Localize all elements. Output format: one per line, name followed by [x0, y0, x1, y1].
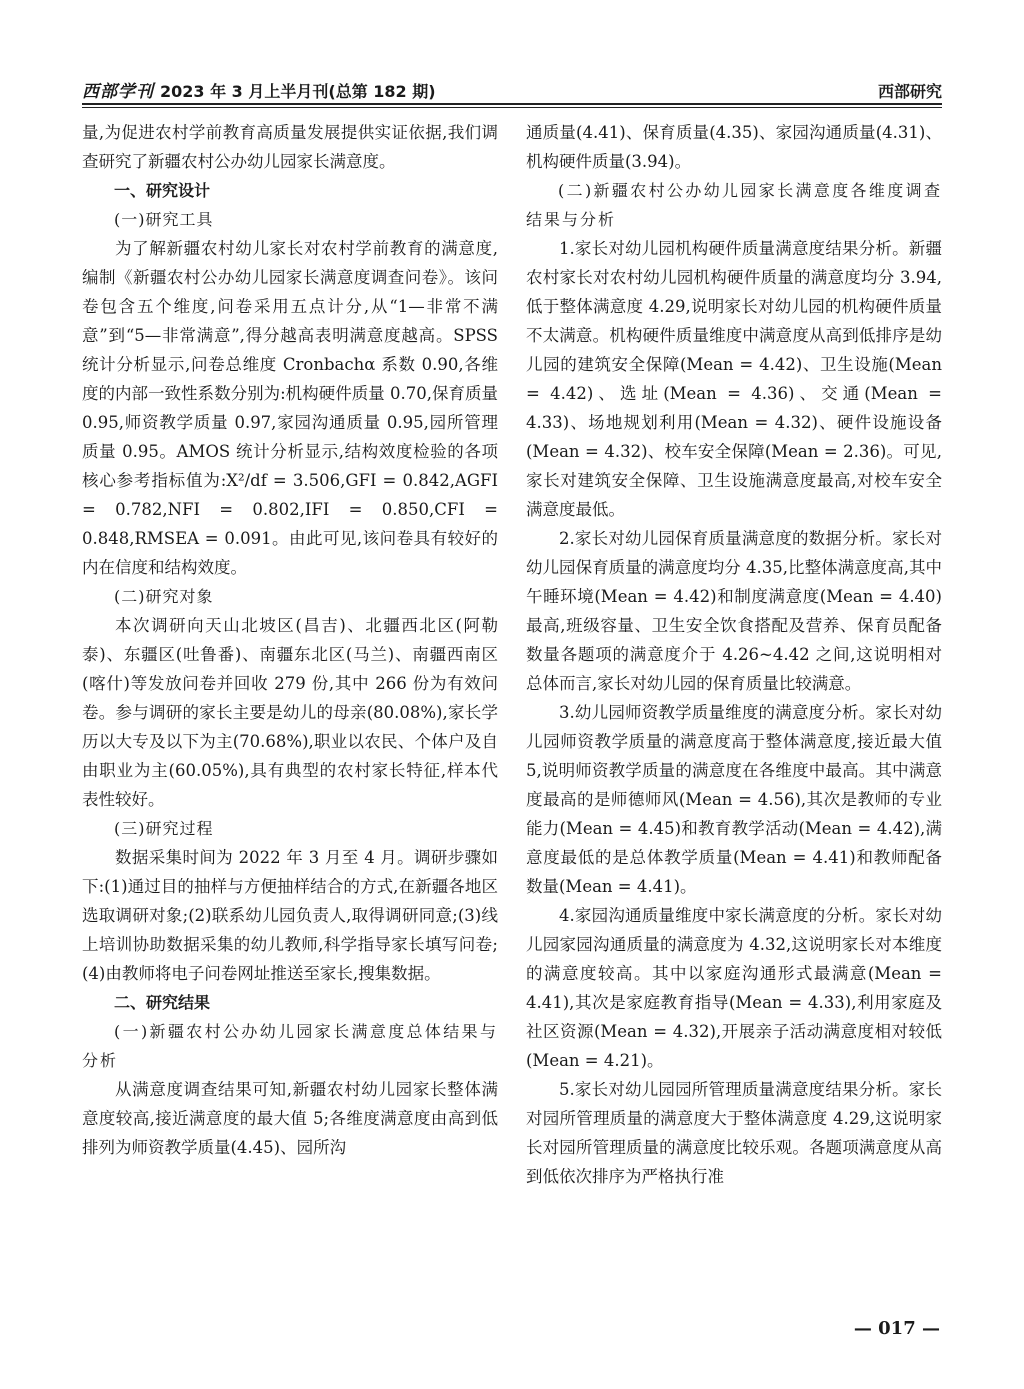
- body-paragraph: 从满意度调查结果可知,新疆农村幼儿园家长整体满意度较高,接近满意度的最大值 5;各维度满意度由高到低排列为师资教学质量(4.45)、园所沟: [82, 1080, 498, 1157]
- left-column: [82, 118, 498, 1162]
- right-column: [526, 118, 942, 1191]
- body-paragraph: 1.家长对幼儿园机构硬件质量满意度结果分析。新疆农村家长对农村幼儿园机构硬件质量的满意度均分 3.94,低于整体满意度 4.29,说明家长对幼儿园的机构硬件质量不太满意。机构硬件质量维度中满意度从高到低排序是幼儿园的建筑安全保障(Mean = 4.42)、卫生设施(Mean = 4.42)、选址(Mean = 4.36)、交通(Mean = 4.33)、场地规划利用(Mean = 4.32)、硬件设施设备(Mean = 4.32)、校车安全保障(Mean = 2.36)。可见,家长对建筑安全保障、卫生设施满意度最高,对校车安全满意度最低。: [526, 239, 942, 519]
- journal-logo: 西部学刊: [82, 82, 154, 102]
- header-left: [82, 77, 436, 102]
- body-paragraph: 为了解新疆农村幼儿家长对农村学前教育的满意度,编制《新疆农村公办幼儿园家长满意度调查问卷》。该问卷包含五个维度,问卷采用五点计分,从“1—非常不满意”到“5—非常满意”,得分越高表明满意度越高。SPSS 统计分析显示,问卷总维度 Cronbachα 系数 0.90,各维度的内部一致性系数分别为:机构硬件质量 0.70,保育质量 0.95,师资教学质量 0.97,家园沟通质量 0.95,园所管理质量 0.95。AMOS 统计分析显示,结构效度检验的各项核心参考指标值为:X²/df = 3.506,GFI = 0.842,AGFI = 0.782,NFI = 0.802,IFI = 0.850,CFI = 0.848,RMSEA = 0.091。由此可见,该问卷具有较好的内在信度和结构效度。: [82, 239, 498, 577]
- header-rule-thin: [82, 107, 942, 108]
- page-number: — 017 —: [853, 1318, 940, 1339]
- subsection-heading: (三)研究过程: [114, 819, 214, 838]
- section-name: 西部研究: [877, 82, 942, 101]
- body-paragraph: 2.家长对幼儿园保育质量满意度的数据分析。家长对幼儿园保育质量的满意度均分 4.35,比整体满意度高,其中午睡环境(Mean = 4.42)和制度满意度(Mean = 4.40)最高,班级容量、卫生安全饮食搭配及营养、保育员配备数量各题项的满意度介于 4.26~4.42 之间,这说明相对总体而言,家长对幼儿园的保育质量比较满意。: [526, 529, 942, 693]
- body-paragraph: 通质量(4.41)、保育质量(4.35)、家园沟通质量(4.31)、机构硬件质量(3.94)。: [526, 123, 942, 171]
- subsection-heading: (一)新疆农村公办幼儿园家长满意度总体结果与分析: [82, 1022, 498, 1070]
- section-heading: 一、研究设计: [114, 181, 211, 200]
- body-paragraph: 5.家长对幼儿园园所管理质量满意度结果分析。家长对园所管理质量的满意度大于整体满意度 4.29,这说明家长对园所管理质量的满意度比较乐观。各题项满意度从高到低依次排序为严格执行准: [526, 1080, 942, 1186]
- subsection-heading: (二)新疆农村公办幼儿园家长满意度各维度调查结果与分析: [526, 181, 942, 229]
- body-paragraph: 4.家园沟通质量维度中家长满意度的分析。家长对幼儿园家园沟通质量的满意度为 4.32,这说明家长对本维度的满意度较高。其中以家庭沟通形式最满意(Mean = 4.41),其次是家庭教育指导(Mean = 4.33),利用家庭及社区资源(Mean = 4.32),开展亲子活动满意度相对较低(Mean = 4.21)。: [526, 906, 942, 1070]
- subsection-heading: (一)研究工具: [114, 210, 214, 229]
- page-header: [82, 74, 942, 102]
- issue-info: 2023 年 3 月上半月刊(总第 182 期): [160, 82, 436, 101]
- header-rule-thick: [82, 103, 942, 105]
- section-heading: 二、研究结果: [114, 993, 211, 1012]
- body-paragraph: 数据采集时间为 2022 年 3 月至 4 月。调研步骤如下:(1)通过目的抽样与方便抽样结合的方式,在新疆各地区选取调研对象;(2)联系幼儿园负责人,取得调研同意;(3)线上培训协助数据采集的幼儿教师,科学指导家长填写问卷;(4)由教师将电子问卷网址推送至家长,搜集数据。: [82, 848, 498, 983]
- body-paragraph: 3.幼儿园师资教学质量维度的满意度分析。家长对幼儿园师资教学质量的满意度高于整体满意度,接近最大值 5,说明师资教学质量的满意度在各维度中最高。其中满意度最高的是师德师风(Mean = 4.56),其次是教师的专业能力(Mean = 4.45)和教育教学活动(Mean = 4.42),满意度最低的是总体教学质量(Mean = 4.41)和教师配备数量(Mean = 4.41)。: [526, 703, 942, 896]
- body-paragraph: 量,为促进农村学前教育高质量发展提供实证依据,我们调查研究了新疆农村公办幼儿园家长满意度。: [82, 123, 498, 171]
- body-paragraph: 本次调研向天山北坡区(昌吉)、北疆西北区(阿勒泰)、东疆区(吐鲁番)、南疆东北区(马兰)、南疆西南区(喀什)等发放问卷并回收 279 份,其中 266 份为有效问卷。参与调研的家长主要是幼儿的母亲(80.08%),家长学历以大专及以下为主(70.68%),职业以农民、个体户及自由职业为主(60.05%),具有典型的农村家长特征,样本代表性较好。: [82, 616, 498, 809]
- subsection-heading: (二)研究对象: [114, 587, 214, 606]
